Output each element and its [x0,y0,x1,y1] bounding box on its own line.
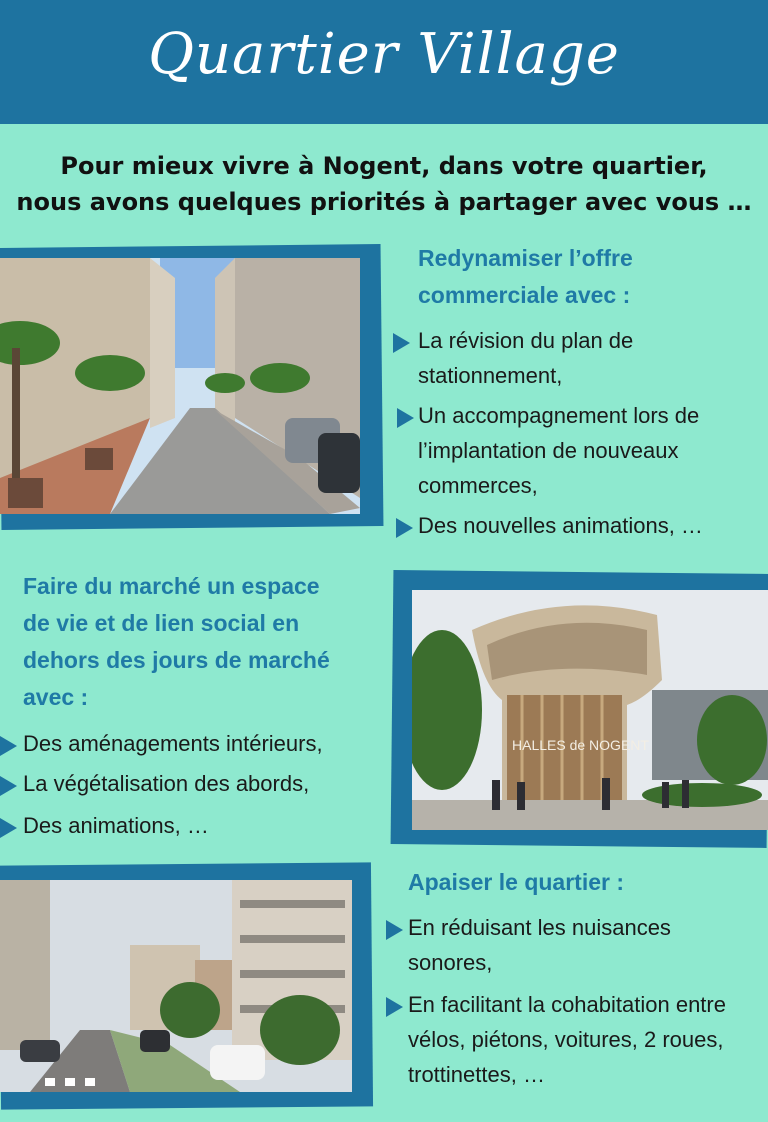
section2-title-line-2: de vie et de lien social en [23,610,300,636]
bullet-arrow-icon [0,776,17,796]
bullet-arrow-icon [386,920,403,940]
section2-title-line-3: dehors des jours de marché [23,647,330,673]
intro-text [0,148,768,220]
section2-bullet-3 [23,808,209,843]
section3-bullet-2 [408,987,726,1092]
street-photo [0,258,360,514]
bullet-line: Des nouvelles animations, … [418,513,703,538]
residential-street-photo [0,880,352,1092]
section2-title [23,568,330,716]
section1-title-line-1: Redynamiser l’offre [418,245,633,271]
section2-bullet-1 [23,726,323,761]
bullet-line: sonores, [408,950,493,975]
bullet-line: commerces, [418,473,538,498]
market-hall-photo [412,590,768,830]
section3-title-line-1: Apaiser le quartier : [408,869,625,895]
section3-title [408,864,624,901]
bullet-arrow-icon [0,736,17,756]
bullet-arrow-icon [0,818,17,838]
section2-title-line-1: Faire du marché un espace [23,573,320,599]
bullet-arrow-icon [393,333,410,353]
section1-title-line-2: commerciale avec : [418,282,631,308]
intro-line-1: Pour mieux vivre à Nogent, dans votre quartier, [60,152,708,180]
section2-title-line-4: avec : [23,684,89,710]
bullet-line: stationnement, [418,363,563,388]
bullet-line: vélos, piétons, voitures, 2 roues, [408,1027,724,1052]
market-sign: HALLES de NOGENT [512,737,649,753]
bullet-line: Des animations, … [23,813,209,838]
bullet-line: En réduisant les nuisances [408,915,671,940]
bullet-line: Des aménagements intérieurs, [23,731,323,756]
bullet-line: l’implantation de nouveaux [418,438,679,463]
section2-bullet-2 [23,766,309,801]
bullet-line: Un accompagnement lors de [418,403,700,428]
bullet-arrow-icon [396,518,413,538]
bullet-line: La révision du plan de [418,328,634,353]
section1-bullet-3 [418,508,703,543]
section1-bullet-1 [418,323,633,393]
bullet-line: La végétalisation des abords, [23,771,310,796]
page-title: Quartier Village [148,22,620,87]
bullet-arrow-icon [386,997,403,1017]
intro-line-2: nous avons quelques priorités à partager avec vous … [16,188,752,216]
section1-title [418,240,633,314]
section3-bullet-1 [408,910,671,980]
bullet-line: En facilitant la cohabitation entre [408,992,726,1017]
bullet-arrow-icon [397,408,414,428]
section1-bullet-2 [418,398,699,503]
bullet-line: trottinettes, … [408,1062,545,1087]
